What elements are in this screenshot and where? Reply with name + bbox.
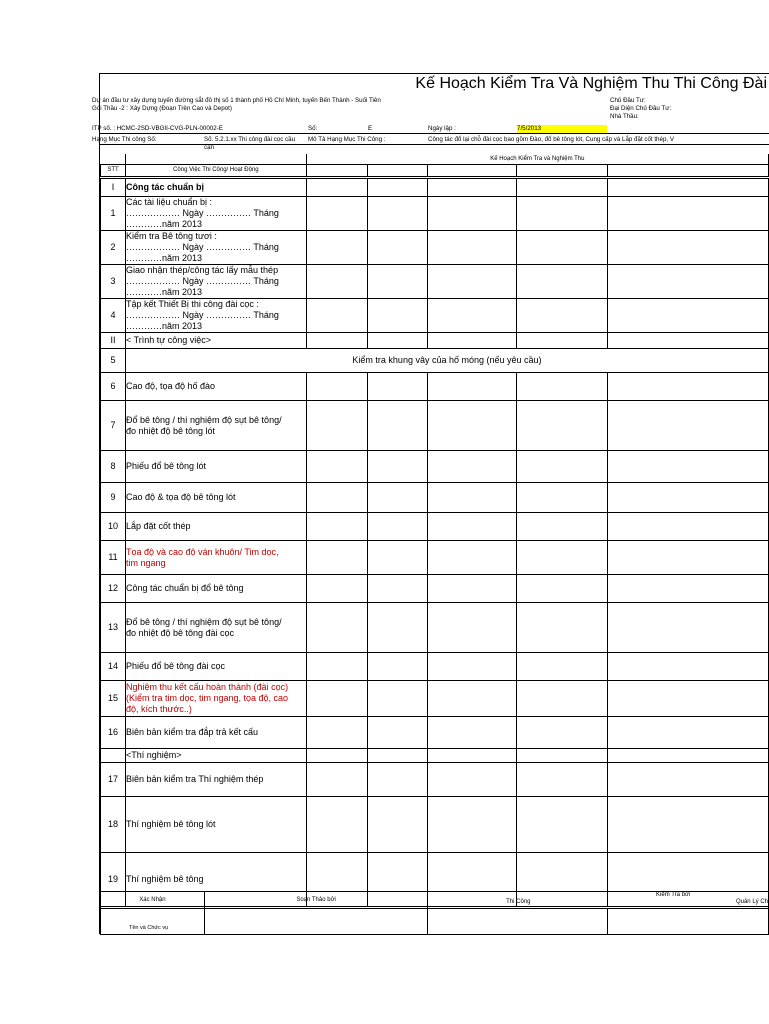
inspection-cell[interactable] (608, 653, 769, 681)
row-number: 2 (101, 231, 126, 265)
contractor-label: Nhà Thầu: (610, 113, 639, 120)
inspection-cell[interactable] (427, 265, 517, 299)
inspection-cell[interactable] (517, 603, 608, 653)
task-line: Cao độ, tọa độ hố đào (125, 381, 216, 391)
task-line: Biên bản kiểm tra Thí nghiệm thép (125, 774, 264, 784)
inspection-cell[interactable] (367, 575, 427, 603)
task-line: Biên bản kiểm tra đắp trả kết cấu (125, 727, 259, 737)
inspection-cell[interactable] (427, 513, 517, 541)
inspection-cell[interactable] (608, 541, 769, 575)
task-description (125, 197, 306, 231)
inspection-cell[interactable] (517, 681, 608, 717)
inspection-cell[interactable] (517, 451, 608, 483)
inspection-cell[interactable] (367, 763, 427, 797)
inspection-cell[interactable] (367, 717, 427, 749)
inspection-cell[interactable] (517, 763, 608, 797)
inspection-cell[interactable] (306, 763, 367, 797)
row-number: II (101, 333, 126, 349)
inspection-cell[interactable] (427, 717, 517, 749)
col-stt-header: STT (101, 164, 126, 176)
inspection-cell[interactable] (517, 373, 608, 401)
inspection-cell[interactable] (427, 575, 517, 603)
inspection-cell[interactable] (427, 749, 517, 763)
confirm-label: Xác Nhận (101, 892, 205, 909)
inspection-cell[interactable] (306, 653, 367, 681)
revision-label: Số: (308, 125, 318, 132)
task-line: Các tài liệu chuẩn bị : (125, 197, 213, 207)
revision-value: E (368, 125, 373, 132)
inspection-cell[interactable] (427, 401, 517, 451)
row-number: 5 (101, 349, 126, 373)
task-description (125, 231, 306, 265)
inspection-cell[interactable] (427, 299, 517, 333)
task-line: độ, kích thước..) (125, 704, 192, 714)
inspection-cell[interactable] (367, 749, 427, 763)
inspection-cell[interactable] (608, 681, 769, 717)
task-description (125, 575, 306, 603)
table-row (101, 749, 769, 763)
task-line: Cao độ & tọa độ bê tông lót (125, 492, 236, 502)
task-line: Thí nghiệm bê tông (125, 874, 204, 884)
item-label: Hạng Mục Thi công Số: (92, 136, 157, 143)
table-row (101, 197, 769, 231)
inspection-cell[interactable] (367, 483, 427, 513)
inspection-cell[interactable] (608, 575, 769, 603)
inspection-cell[interactable] (517, 179, 608, 197)
inspection-cell[interactable] (517, 401, 608, 451)
table-row (101, 763, 769, 797)
task-line: đo nhiệt độ bê tông lót (125, 425, 216, 436)
signature-cell[interactable] (204, 909, 427, 935)
inspection-cell[interactable] (367, 179, 427, 197)
task-description (125, 349, 768, 373)
header-cell (306, 164, 367, 176)
inspection-table (100, 178, 769, 907)
inspection-cell[interactable] (367, 299, 427, 333)
owner-label: Chủ Đầu Tư: (610, 97, 646, 104)
task-line: Phiếu đổ bê tông lót (125, 461, 207, 471)
task-line: Nghiệm thu kết cấu hoàn thành (đài cọc) (125, 682, 289, 692)
inspection-cell[interactable] (306, 483, 367, 513)
inspection-cell[interactable] (367, 681, 427, 717)
task-line: Tọa độ và cao độ ván khuôn/ Tim dọc, (125, 546, 279, 557)
task-description (125, 653, 306, 681)
table-row (101, 513, 769, 541)
inspection-cell[interactable] (306, 179, 367, 197)
inspection-cell[interactable] (608, 749, 769, 763)
inspection-cell[interactable] (608, 763, 769, 797)
inspection-cell[interactable] (367, 603, 427, 653)
inspection-cell[interactable] (427, 197, 517, 231)
inspection-cell[interactable] (427, 373, 517, 401)
signature-cell[interactable] (428, 909, 608, 935)
prepared-by-label: Soạn Thảo bởi (204, 892, 427, 909)
task-line: ……………… Ngày …………… Tháng …………năm 2013 (125, 242, 279, 263)
inspection-cell[interactable] (306, 333, 367, 349)
inspection-cell[interactable] (608, 333, 769, 349)
inspection-cell[interactable] (306, 575, 367, 603)
inspection-cell[interactable] (608, 603, 769, 653)
row-number: I (101, 179, 126, 197)
task-description (125, 333, 306, 349)
inspection-cell[interactable] (608, 373, 769, 401)
task-line: Đổ bê tông / thí nghiệm độ sụt bê tông/ (125, 616, 282, 627)
task-description (125, 603, 306, 653)
table-row (101, 349, 769, 373)
inspection-cell[interactable] (306, 681, 367, 717)
inspection-cell[interactable] (517, 717, 608, 749)
inspection-cell[interactable] (306, 541, 367, 575)
inspection-cell[interactable] (367, 373, 427, 401)
table-row (101, 653, 769, 681)
description-value: Công tác đổ lại chỗ đài cọc bao gồm Đào, đổ bê tông lót, Cung cấp và Lắp đặt cốt thép, V (428, 136, 674, 143)
date-label: Ngày lập : (428, 125, 456, 132)
task-description (125, 401, 306, 451)
inspection-cell[interactable] (517, 231, 608, 265)
inspection-cell[interactable] (608, 513, 769, 541)
inspection-cell[interactable] (306, 299, 367, 333)
inspection-cell[interactable] (517, 575, 608, 603)
column-header-table (100, 154, 769, 177)
inspection-cell[interactable] (367, 265, 427, 299)
task-description (125, 451, 306, 483)
inspection-cell[interactable] (306, 749, 367, 763)
inspection-cell[interactable] (517, 513, 608, 541)
itp-number: ITP số. : HCMC-2SD-VBGII-CVG-PLN-00002-E (92, 125, 223, 132)
task-line: Kiểm tra Bê tông tươi : (125, 231, 217, 241)
inspection-cell[interactable] (608, 299, 769, 333)
task-line: tim ngang (125, 557, 166, 568)
inspection-cell[interactable] (427, 451, 517, 483)
task-line: Công tác chuẩn bị (125, 182, 204, 192)
task-line: Lắp đặt cốt thép (125, 521, 191, 531)
project-name: Dự án đầu tư xây dựng tuyến đường sắt đô thị số 1 thành phố Hồ Chí Minh, tuyến Bến Thành - Suối Tiên (92, 97, 381, 104)
inspection-cell[interactable] (608, 797, 769, 853)
name-title-label: Tên và Chức vụ (101, 909, 205, 935)
table-row (101, 401, 769, 451)
task-line: Công tác chuẩn bị đổ bê tông (125, 583, 244, 593)
table-row (101, 541, 769, 575)
inspection-cell[interactable] (306, 513, 367, 541)
checked-by-cell (428, 892, 769, 909)
inspection-cell[interactable] (608, 197, 769, 231)
inspection-cell[interactable] (306, 373, 367, 401)
inspection-cell[interactable] (517, 797, 608, 853)
management-label: Quản Lý Ch (735, 899, 768, 905)
row-number (101, 749, 126, 763)
inspection-cell[interactable] (517, 749, 608, 763)
table-row (101, 265, 769, 299)
table-row (101, 483, 769, 513)
inspection-cell[interactable] (367, 401, 427, 451)
inspection-cell[interactable] (427, 541, 517, 575)
row-number: 6 (101, 373, 126, 401)
inspection-cell[interactable] (306, 197, 367, 231)
row-number: 3 (101, 265, 126, 299)
row-number: 14 (101, 653, 126, 681)
row-number: 16 (101, 717, 126, 749)
inspection-cell[interactable] (427, 231, 517, 265)
task-description (125, 179, 306, 197)
inspection-cell[interactable] (306, 797, 367, 853)
inspection-cell[interactable] (367, 653, 427, 681)
task-line: ……………… Ngày …………… Tháng …………năm 2013 (125, 310, 279, 331)
header-divider (100, 133, 769, 134)
row-number: 12 (101, 575, 126, 603)
row-number: 8 (101, 451, 126, 483)
inspection-cell[interactable] (608, 265, 769, 299)
row-number: 13 (101, 603, 126, 653)
inspection-cell[interactable] (608, 451, 769, 483)
task-description (125, 483, 306, 513)
checked-by-label: Kiểm Tra bởi (656, 892, 691, 898)
inspection-cell[interactable] (517, 483, 608, 513)
inspection-cell[interactable] (608, 179, 769, 197)
header-cell (367, 164, 427, 176)
package-name: Gói Thầu -2 : Xây Dựng (Đoạn Trên Cao và Depot) (92, 105, 232, 112)
table-row (101, 451, 769, 483)
row-number: 19 (101, 853, 126, 907)
task-line: ……………… Ngày …………… Tháng …………năm 2013 (125, 276, 279, 297)
table-row (101, 681, 769, 717)
inspection-cell[interactable] (427, 333, 517, 349)
inspection-cell[interactable] (427, 653, 517, 681)
task-description (125, 717, 306, 749)
inspection-cell[interactable] (367, 197, 427, 231)
header-cell (517, 164, 608, 176)
row-number: 18 (101, 797, 126, 853)
task-line: ……………… Ngày …………… Tháng …………năm 2013 (125, 208, 279, 229)
task-description (125, 299, 306, 333)
signature-table (100, 891, 769, 935)
task-description (125, 541, 306, 575)
inspection-cell[interactable] (608, 483, 769, 513)
owner-rep-label: Đại Diện Chủ Đầu Tư: (610, 105, 672, 112)
task-line: Kiểm tra khung vây của hố móng (nếu yêu cầu) (352, 355, 542, 365)
inspection-cell[interactable] (427, 681, 517, 717)
signature-cell[interactable] (608, 909, 769, 935)
row-number: 4 (101, 299, 126, 333)
task-description (125, 513, 306, 541)
inspection-cell[interactable] (367, 333, 427, 349)
row-number: 9 (101, 483, 126, 513)
description-label: Mô Tả Hạng Mục Thi Công : (308, 136, 386, 143)
blank-cell (125, 154, 306, 164)
inspection-cell[interactable] (517, 333, 608, 349)
table-row (101, 717, 769, 749)
task-line: Thí nghiệm bê tông lót (125, 819, 216, 829)
inspection-cell[interactable] (306, 265, 367, 299)
inspection-cell[interactable] (517, 299, 608, 333)
table-row (101, 333, 769, 349)
document-title: Kế Hoạch Kiểm Tra Và Nghiệm Thu Thi Công Đài (415, 75, 767, 92)
table-row (101, 603, 769, 653)
inspection-cell[interactable] (306, 231, 367, 265)
construction-label: Thi Công (506, 899, 531, 905)
task-description (125, 797, 306, 853)
task-line: Đổ bê tông / thí nghiệm độ sụt bê tông/ (125, 414, 282, 425)
table-row (101, 575, 769, 603)
header-cell (427, 164, 517, 176)
task-description (125, 749, 306, 763)
table-row (101, 299, 769, 333)
inspection-cell[interactable] (367, 797, 427, 853)
inspection-cell[interactable] (427, 763, 517, 797)
table-row (101, 797, 769, 853)
inspection-cell[interactable] (608, 717, 769, 749)
task-line: <Thí nghiệm> (125, 750, 182, 760)
task-description (125, 373, 306, 401)
row-number: 15 (101, 681, 126, 717)
inspection-cell[interactable] (367, 541, 427, 575)
row-number: 17 (101, 763, 126, 797)
inspection-cell[interactable] (306, 401, 367, 451)
task-line: (Kiểm tra tim dọc, tim ngang, tọa độ, cao (125, 693, 289, 703)
header-divider (100, 144, 769, 145)
header-cell (608, 164, 769, 176)
task-description (125, 681, 306, 717)
task-line: Giao nhận thép/công tác lấy mẫu thép (125, 265, 279, 275)
task-description (125, 763, 306, 797)
inspection-cell[interactable] (608, 401, 769, 451)
task-line: Phiếu đổ bê tông đài cọc (125, 661, 226, 671)
inspection-cell[interactable] (306, 717, 367, 749)
task-line: < Trình tự công việc> (125, 335, 212, 345)
group-header: Kế Hoạch Kiểm Tra và Nghiệm Thu (306, 154, 768, 164)
col-task-header: Công Việc Thi Công/ Hoạt Động (125, 164, 306, 176)
inspection-cell[interactable] (517, 541, 608, 575)
blank-cell (101, 154, 126, 164)
row-number: 11 (101, 541, 126, 575)
table-row (101, 231, 769, 265)
task-line: đo nhiệt độ bê tông đài cọc (125, 627, 235, 638)
table-row (101, 373, 769, 401)
row-number: 1 (101, 197, 126, 231)
inspection-cell[interactable] (517, 197, 608, 231)
inspection-cell[interactable] (427, 603, 517, 653)
document-sheet (92, 73, 769, 934)
inspection-cell[interactable] (367, 451, 427, 483)
item-value: Số. 5.2.1.xx Thi công đài cọc cầu cạn (204, 136, 296, 151)
inspection-cell[interactable] (427, 797, 517, 853)
inspection-cell[interactable] (608, 231, 769, 265)
inspection-cell[interactable] (367, 513, 427, 541)
inspection-cell[interactable] (517, 265, 608, 299)
inspection-cell[interactable] (427, 483, 517, 513)
task-line: Tập kết Thiết Bị thi công đài cọc : (125, 299, 259, 309)
inspection-cell[interactable] (427, 179, 517, 197)
task-description (125, 265, 306, 299)
row-number: 7 (101, 401, 126, 451)
date-value: 7/5/2013 (517, 125, 607, 133)
table-row (101, 179, 769, 197)
inspection-cell[interactable] (367, 231, 427, 265)
inspection-cell[interactable] (517, 653, 608, 681)
inspection-cell[interactable] (306, 603, 367, 653)
row-number: 10 (101, 513, 126, 541)
inspection-cell[interactable] (306, 451, 367, 483)
